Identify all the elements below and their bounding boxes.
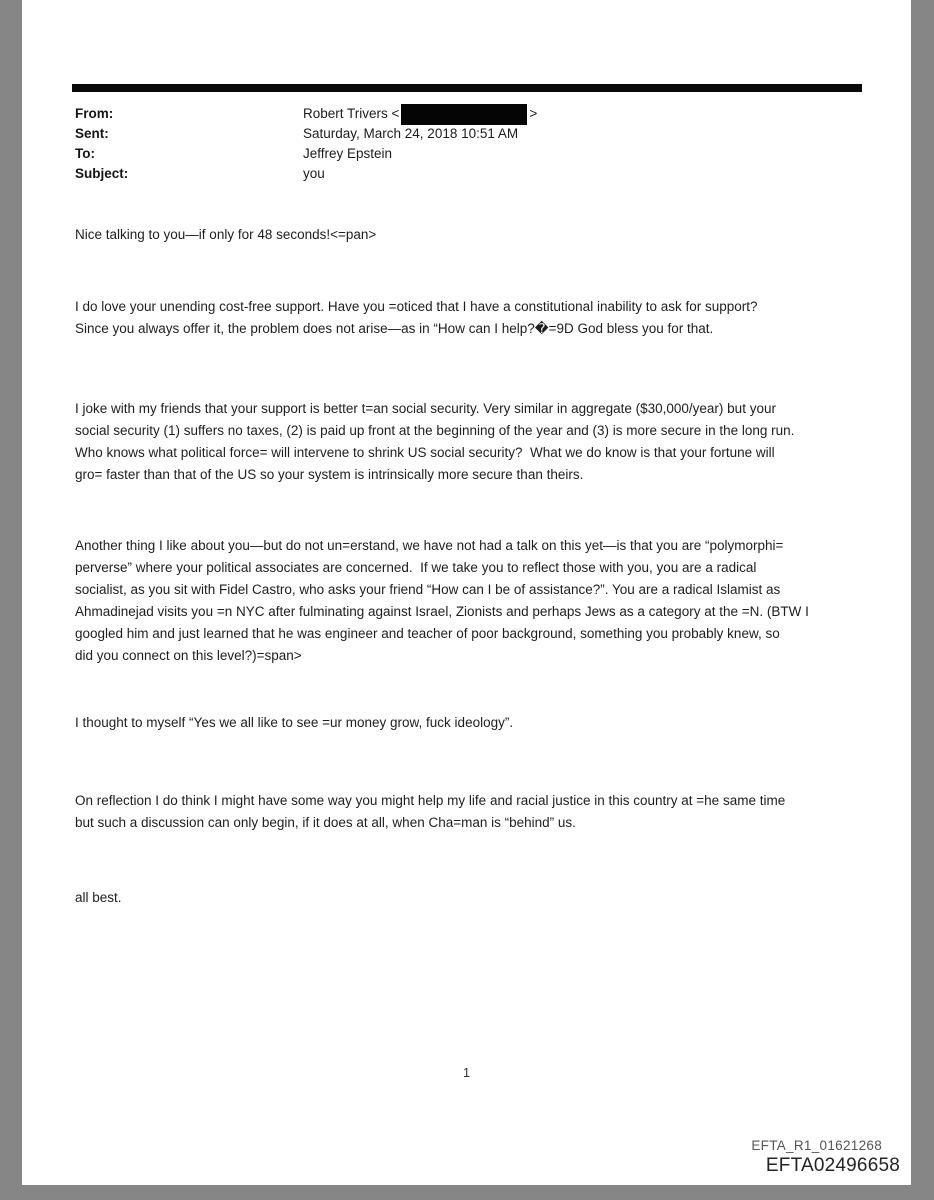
body-paragraph-signoff xyxy=(75,887,885,909)
body-line: gro= faster than that of the US so your system is intrinsically more secure than theirs. xyxy=(75,467,584,482)
body-line: Since you always offer it, the problem does not arise—as in “How can I help?�=9D God bless you for that. xyxy=(75,321,714,336)
from-value xyxy=(303,104,537,124)
body-line: I joke with my friends that your support is better t=an social security. Very similar in aggregate ($30,000/year) but your xyxy=(75,401,776,416)
redaction-box xyxy=(401,104,527,125)
subject-label: Subject: xyxy=(75,166,129,181)
sent-label: Sent: xyxy=(75,126,109,141)
bates-stamp-small: EFTA_R1_01621268 xyxy=(751,1138,882,1153)
body-line: Another thing I like about you—but do not un=erstand, we have not had a talk on this yet—is that you are “polymorphi= xyxy=(75,538,784,553)
from-label: From: xyxy=(75,106,114,121)
body-line: googled him and just learned that he was engineer and teacher of poor background, something you probably knew, so xyxy=(75,626,780,641)
sent-value: Saturday, March 24, 2018 10:51 AM xyxy=(303,126,519,141)
body-line: social security (1) suffers no taxes, (2) is paid up front at the beginning of the year and (3) is more secure in the long run. xyxy=(75,423,795,438)
body-line: Nice talking to you—if only for 48 seconds!<=pan> xyxy=(75,227,377,242)
body-line: all best. xyxy=(75,890,122,905)
header-row-from xyxy=(75,104,875,124)
body-line: Ahmadinejad visits you =n NYC after fulminating against Israel, Zionists and perhaps Jews as a category at the =N. (BTW I xyxy=(75,604,809,619)
body-line: did you connect on this level?)=span> xyxy=(75,648,302,663)
body-line: Who knows what political force= will intervene to shrink US social security? What we do know is that your fortune will xyxy=(75,445,775,460)
header-row-subject xyxy=(75,164,875,184)
to-label: To: xyxy=(75,146,95,161)
body-line: I thought to myself “Yes we all like to see =ur money grow, fuck ideology”. xyxy=(75,715,514,730)
body-paragraph-5 xyxy=(75,712,885,734)
body-paragraph-6 xyxy=(75,790,885,834)
bates-stamp-large: EFTA02496658 xyxy=(765,1155,900,1176)
header-row-sent xyxy=(75,124,875,144)
page-number: 1 xyxy=(463,1066,470,1080)
scanned-email-page xyxy=(22,0,911,1185)
header-divider-rule xyxy=(72,84,862,92)
to-value: Jeffrey Epstein xyxy=(303,146,393,161)
body-paragraph-2 xyxy=(75,296,885,340)
from-value-prefix: Robert Trivers < xyxy=(303,106,400,121)
body-paragraph-4 xyxy=(75,535,885,667)
header-row-to xyxy=(75,144,875,164)
body-line: On reflection I do think I might have some way you might help my life and racial justice in this country at =he same time xyxy=(75,793,786,808)
subject-value: you xyxy=(303,166,325,181)
body-line: perverse” where your political associates are concerned. If we take you to reflect those with you, you are a radical xyxy=(75,560,757,575)
body-line: socialist, as you sit with Fidel Castro, who asks your friend “How can I be of assistance?”. You are a radical Islamist as xyxy=(75,582,781,597)
body-line: but such a discussion can only begin, if it does at all, when Cha=man is “behind” us. xyxy=(75,815,576,830)
body-line: I do love your unending cost-free support. Have you =oticed that I have a constitutional inability to ask for support? xyxy=(75,299,758,314)
body-paragraph-1 xyxy=(75,224,885,246)
body-paragraph-3 xyxy=(75,398,885,486)
from-value-suffix: > xyxy=(529,106,538,121)
